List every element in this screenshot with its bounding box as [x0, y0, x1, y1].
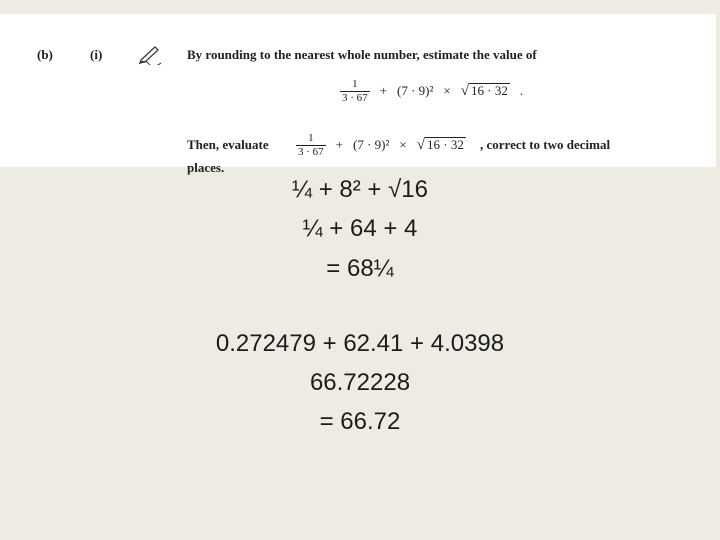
square-root — [417, 137, 466, 152]
working-evaluate-line-2: 66.72228 — [309, 369, 411, 396]
part-label: (b) — [37, 47, 53, 62]
fraction-numerator: 1 — [308, 132, 314, 144]
pencil-icon — [137, 43, 163, 65]
times-sign: × — [399, 137, 407, 153]
question-image — [0, 14, 716, 175]
working-estimate-line-1: ¼ + 8² + √16 — [292, 176, 428, 203]
radicand: 16 · 32 — [426, 137, 464, 153]
working-evaluate-line-1: 0.272479 + 62.41 + 4.0398 — [215, 330, 505, 357]
instruction-line-3-start: Then, evaluate — [187, 137, 269, 152]
working-evaluate-result: = 66.72 — [319, 408, 401, 435]
subpart-label: (i) — [90, 47, 103, 62]
working-estimate-line-2: ¼ + 64 + 4 — [302, 215, 418, 242]
expression-estimate — [340, 78, 523, 104]
fraction — [340, 78, 370, 104]
fraction — [296, 132, 326, 158]
instruction-line-3-end: , correct to two decimal — [480, 137, 611, 152]
power-term: (7 · 9)² — [397, 83, 434, 99]
radicand: 16 · 32 — [470, 83, 508, 99]
expression-evaluate — [296, 132, 466, 158]
square-root — [461, 83, 510, 98]
power-term: (7 · 9)² — [353, 137, 390, 153]
times-sign: × — [443, 83, 451, 99]
period: . — [519, 83, 524, 99]
fraction-denominator: 3 · 67 — [342, 91, 368, 104]
plus-sign: + — [379, 83, 388, 99]
radical-sign: √ — [460, 82, 469, 99]
plus-sign: + — [335, 137, 344, 153]
fraction-numerator: 1 — [352, 78, 358, 90]
working-estimate-result: = 68¼ — [326, 255, 394, 282]
fraction-denominator: 3 · 67 — [298, 145, 324, 158]
instruction-line-4: places. — [187, 160, 225, 175]
instruction-line-1: By rounding to the nearest whole number, estimate the value of — [187, 47, 537, 62]
radical-sign: √ — [416, 136, 425, 153]
